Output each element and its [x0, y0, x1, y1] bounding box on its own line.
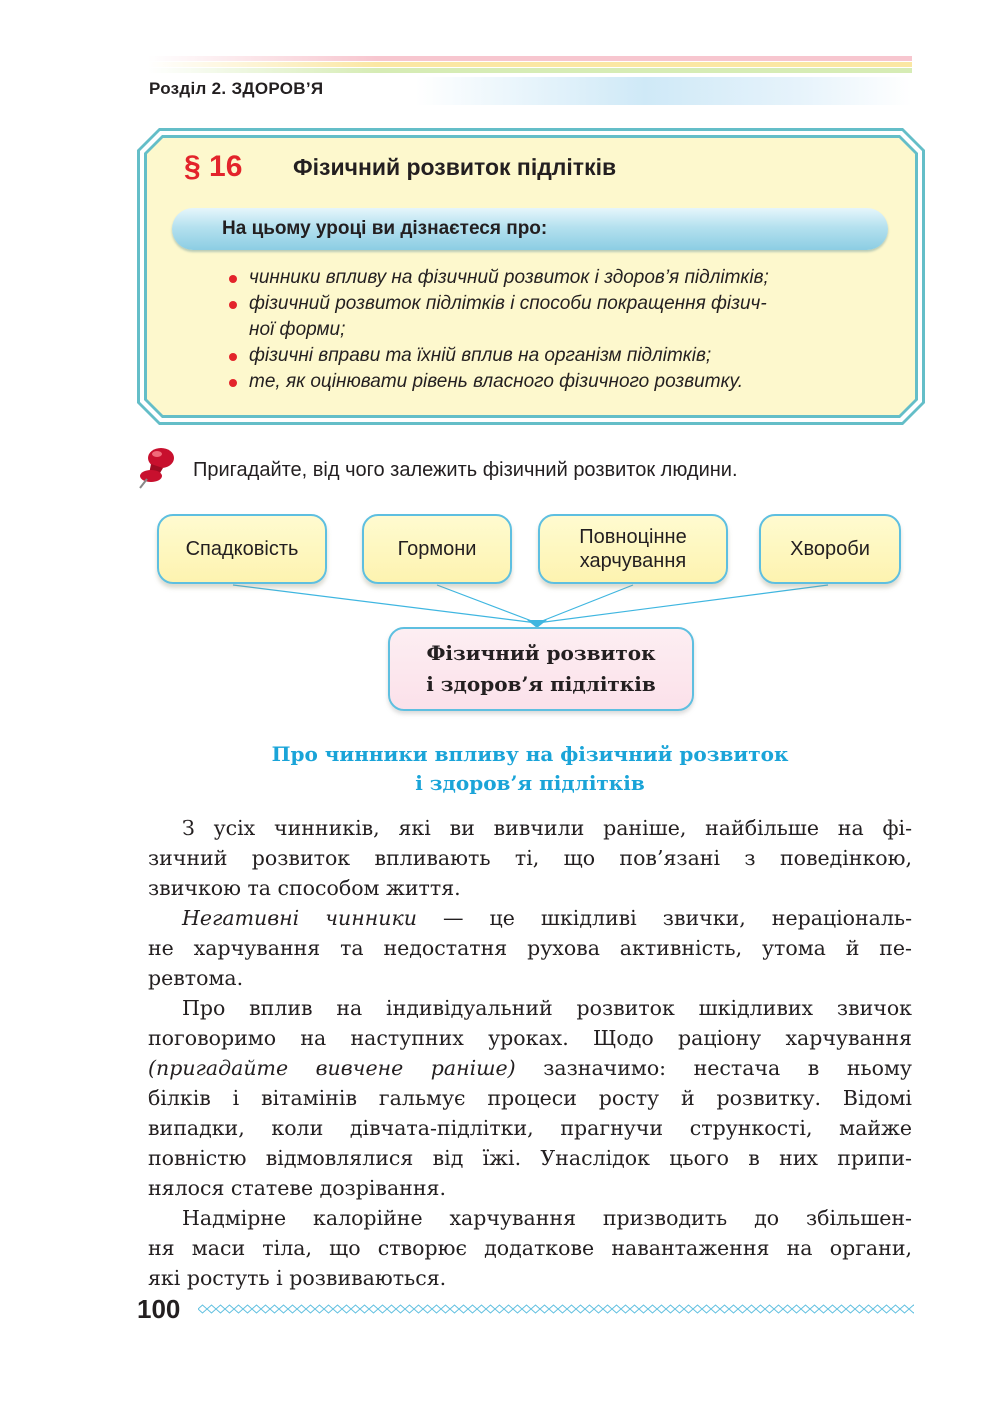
- text-line: З усіх чинників, які ви вивчили раніше, найбільше на фі-: [182, 816, 912, 840]
- learn-heading: На цьому уроці ви дізнаєтеся про:: [222, 218, 548, 239]
- term-negative-factors: Негативні чинники: [182, 906, 417, 930]
- text-line: (пригадайте вивчене раніше) зазначимо: нестача в ньому: [148, 1056, 912, 1080]
- header-stripe-green: [148, 68, 912, 73]
- section-heading: Про чинники впливу на фізичний розвиток і здоров’я підлітків: [271, 742, 789, 795]
- goal-item: фізичні вправи та їхній вплив на організм підлітків;: [228, 343, 878, 369]
- goal-item: чинники впливу на фізичний розвиток і здоров’я підлітків;: [228, 265, 878, 291]
- text-line: не харчування та недостатня рухова активність, утома й пе-: [148, 936, 912, 960]
- page-number: 100: [137, 1294, 181, 1324]
- lesson-goals-list: [228, 265, 878, 395]
- text-line: білків і вітамінів гальмує процеси росту й розвитку. Відомі: [148, 1086, 912, 1110]
- header-stripe-yellow: [148, 62, 912, 67]
- recall-question: Пригадайте, від чого залежить фізичний розвиток людини.: [193, 459, 738, 481]
- text-line: ня маси тіла, що створює додаткове навантаження на органи,: [148, 1236, 912, 1260]
- pushpin-icon: [137, 444, 177, 490]
- text-line: Про вплив на індивідуальний розвиток шкідливих звичок: [182, 996, 912, 1020]
- text-line: які ростуть і розвиваються.: [148, 1266, 447, 1290]
- text-line: ревтома.: [148, 966, 244, 990]
- footer-ornament: [198, 1302, 914, 1316]
- factor-hormones: Гормони: [362, 514, 512, 584]
- diagram-result: Фізичний розвиток і здоров’я підлітків: [388, 627, 694, 711]
- lesson-title: Фізичний розвиток підлітків: [293, 154, 617, 180]
- bullet-icon: [229, 379, 237, 387]
- factor-diseases: Хвороби: [759, 514, 901, 584]
- bullet-icon: [229, 275, 237, 283]
- header-stripe-pink: [148, 56, 912, 61]
- goal-item: фізичний розвиток підлітків і способи покращення фізич- ної форми;: [228, 291, 878, 343]
- paragraph-number: § 16: [184, 150, 243, 183]
- body-text: [148, 813, 912, 1293]
- goal-item: те, як оцінювати рівень власного фізичного розвитку.: [228, 369, 878, 395]
- text-line: нялося статеве дозрівання.: [148, 1176, 446, 1200]
- factor-nutrition: Повноцінне харчування: [538, 514, 728, 584]
- text-line: випадки, коли дівчата-підлітки, прагнучи стрункості, майже: [148, 1116, 912, 1140]
- factor-heredity: Спадковість: [157, 514, 327, 584]
- section-label: Розділ 2. ЗДОРОВ’Я: [149, 79, 324, 98]
- recall-hint: (пригадайте вивчене раніше): [148, 1056, 516, 1080]
- text-line: звичкою та способом життя.: [148, 876, 461, 900]
- bullet-icon: [229, 353, 237, 361]
- text-line: зичний розвиток впливають ті, що пов’язані з поведінкою,: [148, 846, 912, 870]
- bullet-icon: [229, 301, 237, 309]
- text-line: Негативні чинники — це шкідливі звички, нераціональ-: [182, 906, 912, 930]
- text-line: Надмірне калорійне харчування призводить до збільшен-: [182, 1206, 912, 1230]
- text-line: повністю відмовлялися від їжі. Унаслідок цього в них припи-: [148, 1146, 912, 1170]
- text-line: поговоримо на наступних уроках. Щодо раціону харчування: [148, 1026, 912, 1050]
